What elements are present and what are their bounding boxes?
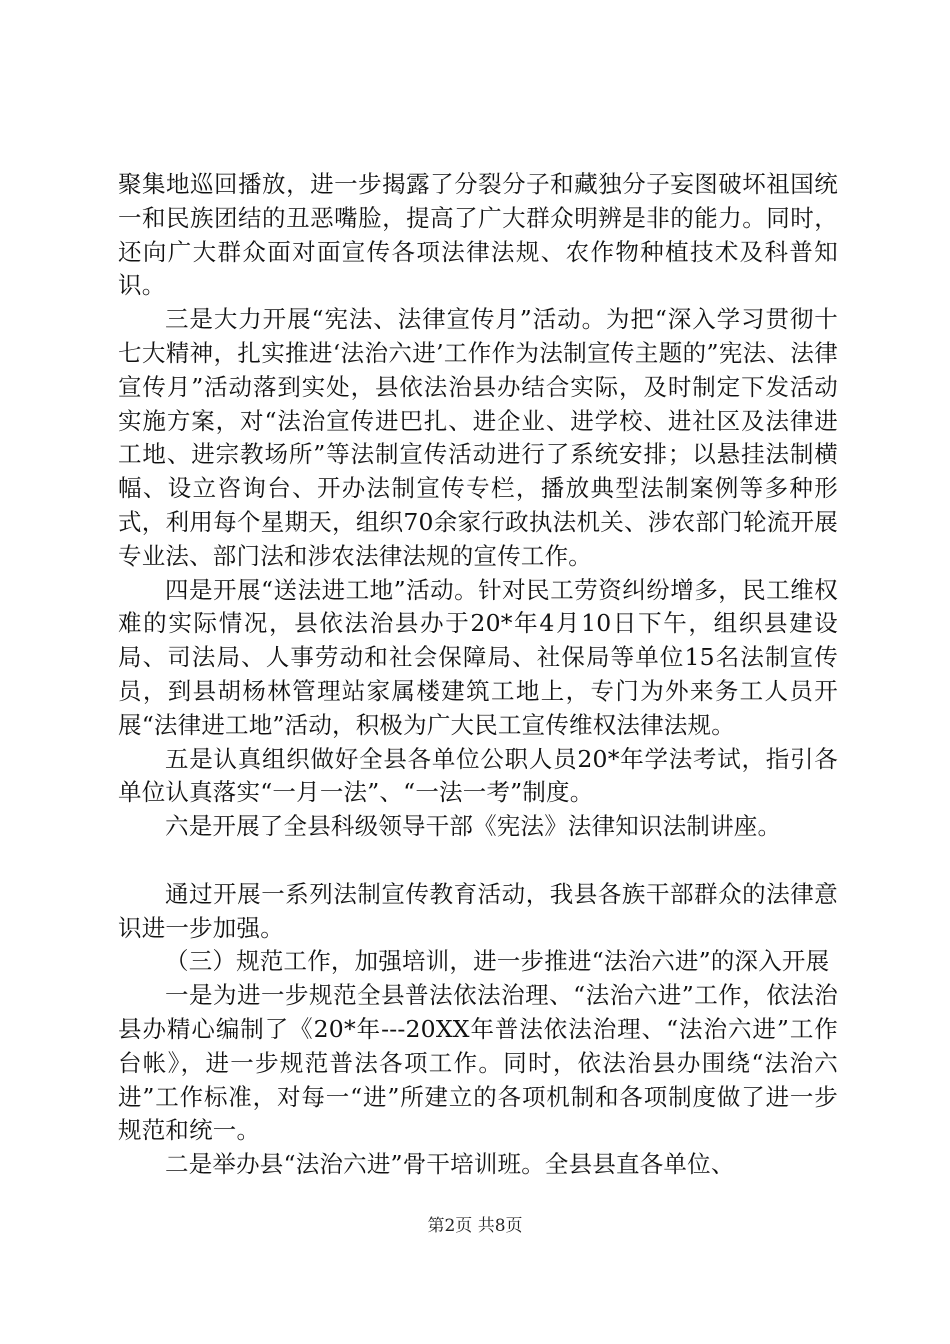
section-heading: （三）规范工作，加强培训，进一步推进“法治六进”的深入开展	[165, 947, 830, 976]
paragraph-summary: 通过开展一系列法制宣传教育活动，我县各族干部群众的法律意识进一步加强。	[118, 879, 838, 942]
page-number-footer: 第2页 共8页	[427, 1216, 523, 1236]
paragraph-gap	[118, 844, 838, 878]
document-body	[118, 168, 838, 1182]
paragraph-item-six: 六是开展了全县科级领导干部《宪法》法律知识法制讲座。	[165, 812, 782, 841]
paragraph-item-four: 四是开展“送法进工地”活动。针对民工劳资纠纷增多，民工维权难的实际情况，县依法治县办于20*年4月10日下午，组织县建设局、司法局、人事劳动和社会保障局、社保局等单位15名法制宣传员，到县胡杨林管理站家属楼建筑工地上，专门为外来务工人员开展“法律进工地”活动，积极为广大民工宣传维权法律法规。	[118, 575, 838, 739]
paragraph-sub-item-two: 二是举办县“法治六进”骨干培训班。全县县直各单位、	[165, 1150, 735, 1179]
paragraph-continuation: 聚集地巡回播放，进一步揭露了分裂分子和藏独分子妄图破坏祖国统一和民族团结的丑恶嘴脸，提高了广大群众明辨是非的能力。同时，还向广大群众面对面宣传各项法律法规、农作物种植技术及科普知识。	[118, 170, 838, 300]
paragraph-item-five: 五是认真组织做好全县各单位公职人员20*年学法考试，指引各单位认真落实“一月一法”、“一法一考”制度。	[118, 744, 838, 807]
paragraph-sub-item-one: 一是为进一步规范全县普法依法治理、“法治六进”工作，依法治县办精心编制了《20*年---20XX年普法依法治理、“法治六进”工作台帐》，进一步规范普法各项工作。同时，依法治县办围绕“法治六进”工作标准，对每一“进”所建立的各项机制和各项制度做了进一步规范和统一。	[118, 981, 838, 1145]
paragraph-item-three: 三是大力开展“宪法、法律宣传月”活动。为把“深入学习贯彻十七大精神，扎实推进‘法治六进’工作作为法制宣传主题的”宪法、法律宣传月”活动落到实处，县依法治县办结合实际，及时制定下发活动实施方案，对“法治宣传进巴扎、进企业、进学校、进社区及法律进工地、进宗教场所”等法制宣传活动进行了系统安排；以悬挂法制横幅、设立咨询台、开办法制宣传专栏，播放典型法制案例等多种形式，利用每个星期天，组织70余家行政执法机关、涉农部门轮流开展专业法、部门法和涉农法律法规的宣传工作。	[118, 305, 838, 570]
